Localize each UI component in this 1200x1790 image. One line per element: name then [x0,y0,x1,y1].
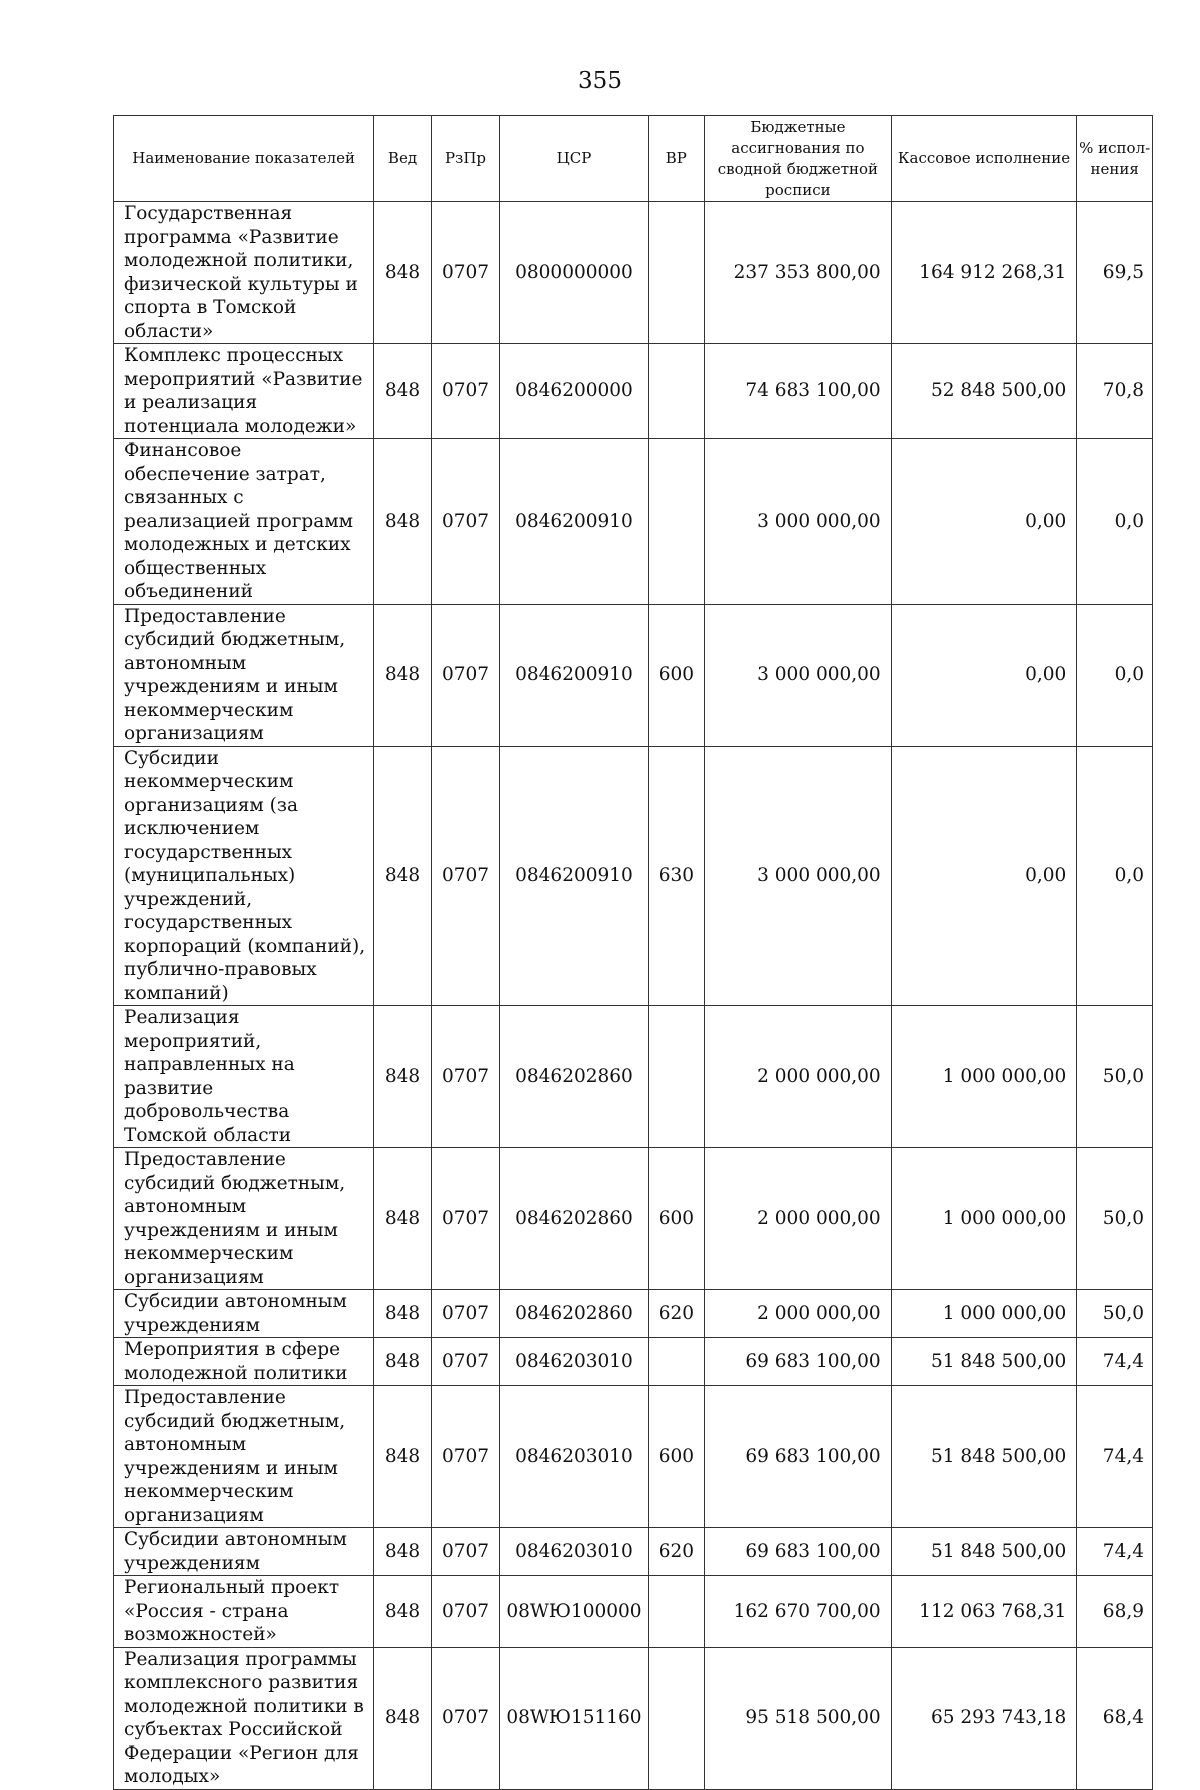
cell-ved: 848 [374,746,431,1006]
header-name: Наименование показателей [114,116,374,202]
cell-ved: 848 [374,604,431,746]
header-budget: Бюджетные ассигнования по сводной бюджетной росписи [705,116,892,202]
cell-ved: 848 [374,439,431,605]
cell-ved: 848 [374,1647,431,1789]
table-row [114,1528,1153,1576]
cell-ved: 848 [374,1386,431,1528]
cell-rzpr: 0707 [431,1338,500,1386]
cell-ved: 848 [374,1006,431,1148]
cell-vr: 620 [648,1290,704,1338]
cell-name: Предоставление субсидий бюджетным, автономным учреждениям и иным некоммерческим организациям [114,1148,374,1290]
cell-percent: 68,9 [1077,1576,1153,1648]
cell-name: Реализация мероприятий, направленных на развитие добровольчества Томской области [114,1006,374,1148]
cell-percent: 50,0 [1077,1290,1153,1338]
cell-ved: 848 [374,202,431,344]
cell-budget: 74 683 100,00 [705,344,892,439]
cell-vr: 600 [648,604,704,746]
cell-kassa: 1 000 000,00 [891,1148,1077,1290]
cell-vr: 600 [648,1386,704,1528]
cell-vr [648,1576,704,1648]
cell-kassa: 0,00 [891,604,1077,746]
cell-ved: 848 [374,1528,431,1576]
cell-csr: 0846200910 [500,604,648,746]
cell-vr: 600 [648,1148,704,1290]
cell-rzpr: 0707 [431,1528,500,1576]
cell-ved: 848 [374,1290,431,1338]
table-header-row [114,116,1153,202]
header-percent: % испол-нения [1077,116,1153,202]
cell-csr: 0846202860 [500,1148,648,1290]
header-vr: ВР [648,116,704,202]
cell-budget: 69 683 100,00 [705,1386,892,1528]
table-row [114,1338,1153,1386]
cell-name: Комплекс процессных мероприятий «Развитие и реализация потенциала молодежи» [114,344,374,439]
cell-kassa: 52 848 500,00 [891,344,1077,439]
cell-budget: 3 000 000,00 [705,439,892,605]
cell-budget: 3 000 000,00 [705,604,892,746]
cell-kassa: 112 063 768,31 [891,1576,1077,1648]
cell-ved: 848 [374,1148,431,1290]
cell-rzpr: 0707 [431,1576,500,1648]
cell-rzpr: 0707 [431,202,500,344]
cell-percent: 0,0 [1077,604,1153,746]
cell-csr: 0846200000 [500,344,648,439]
cell-rzpr: 0707 [431,746,500,1006]
table-row [114,202,1153,344]
cell-percent: 70,8 [1077,344,1153,439]
cell-vr [648,1006,704,1148]
header-ved: Вед [374,116,431,202]
cell-name: Мероприятия в сфере молодежной политики [114,1338,374,1386]
cell-percent: 0,0 [1077,746,1153,1006]
cell-csr: 0846200910 [500,746,648,1006]
cell-csr: 0846200910 [500,439,648,605]
cell-name: Субсидии некоммерческим организациям (за исключением государственных (муниципальных) учреждений, государственных корпораций (компаний), публично-правовых компаний) [114,746,374,1006]
cell-rzpr: 0707 [431,1386,500,1528]
cell-percent: 74,4 [1077,1528,1153,1576]
cell-ved: 848 [374,1338,431,1386]
cell-vr [648,344,704,439]
cell-vr [648,1338,704,1386]
table-row [114,439,1153,605]
cell-rzpr: 0707 [431,604,500,746]
cell-percent: 0,0 [1077,439,1153,605]
cell-budget: 3 000 000,00 [705,746,892,1006]
cell-csr: 0800000000 [500,202,648,344]
header-csr: ЦСР [500,116,648,202]
cell-vr [648,202,704,344]
cell-csr: 0846202860 [500,1290,648,1338]
cell-budget: 162 670 700,00 [705,1576,892,1648]
table-row [114,1148,1153,1290]
cell-budget: 95 518 500,00 [705,1647,892,1789]
cell-ved: 848 [374,344,431,439]
cell-budget: 237 353 800,00 [705,202,892,344]
cell-name: Предоставление субсидий бюджетным, автономным учреждениям и иным некоммерческим организациям [114,604,374,746]
cell-kassa: 164 912 268,31 [891,202,1077,344]
cell-name: Региональный проект «Россия - страна возможностей» [114,1576,374,1648]
table-row [114,604,1153,746]
cell-percent: 74,4 [1077,1338,1153,1386]
cell-vr: 630 [648,746,704,1006]
table-row [114,344,1153,439]
table-row [114,746,1153,1006]
header-kassa: Кассовое исполнение [891,116,1077,202]
budget-table [113,115,1153,1790]
cell-name: Государственная программа «Развитие молодежной политики, физической культуры и спорта в Томской области» [114,202,374,344]
header-rzpr: РзПр [431,116,500,202]
cell-name: Реализация программы комплексного развития молодежной политики в субъектах Российской Федерации «Регион для молодых» [114,1647,374,1789]
cell-budget: 2 000 000,00 [705,1148,892,1290]
page-number: 355 [578,68,622,94]
cell-vr [648,1647,704,1789]
cell-name: Субсидии автономным учреждениям [114,1290,374,1338]
cell-csr: 0846202860 [500,1006,648,1148]
cell-csr: 08WЮ151160 [500,1647,648,1789]
cell-vr [648,439,704,605]
cell-budget: 2 000 000,00 [705,1006,892,1148]
cell-rzpr: 0707 [431,439,500,605]
cell-percent: 74,4 [1077,1386,1153,1528]
cell-budget: 69 683 100,00 [705,1528,892,1576]
cell-kassa: 65 293 743,18 [891,1647,1077,1789]
cell-csr: 08WЮ100000 [500,1576,648,1648]
cell-kassa: 0,00 [891,439,1077,605]
cell-csr: 0846203010 [500,1338,648,1386]
cell-kassa: 51 848 500,00 [891,1386,1077,1528]
cell-rzpr: 0707 [431,344,500,439]
table-row [114,1290,1153,1338]
cell-csr: 0846203010 [500,1528,648,1576]
table-row [114,1576,1153,1648]
cell-name: Финансовое обеспечение затрат, связанных с реализацией программ молодежных и детских общественных объединений [114,439,374,605]
cell-percent: 68,4 [1077,1647,1153,1789]
cell-percent: 50,0 [1077,1148,1153,1290]
cell-name: Предоставление субсидий бюджетным, автономным учреждениям и иным некоммерческим организациям [114,1386,374,1528]
table-row [114,1647,1153,1789]
cell-rzpr: 0707 [431,1290,500,1338]
table-row [114,1006,1153,1148]
cell-percent: 50,0 [1077,1006,1153,1148]
cell-percent: 69,5 [1077,202,1153,344]
cell-kassa: 51 848 500,00 [891,1338,1077,1386]
cell-kassa: 0,00 [891,746,1077,1006]
cell-kassa: 1 000 000,00 [891,1290,1077,1338]
cell-kassa: 51 848 500,00 [891,1528,1077,1576]
cell-budget: 69 683 100,00 [705,1338,892,1386]
cell-rzpr: 0707 [431,1006,500,1148]
cell-ved: 848 [374,1576,431,1648]
table-row [114,1386,1153,1528]
cell-rzpr: 0707 [431,1647,500,1789]
cell-name: Субсидии автономным учреждениям [114,1528,374,1576]
cell-vr: 620 [648,1528,704,1576]
cell-csr: 0846203010 [500,1386,648,1528]
cell-rzpr: 0707 [431,1148,500,1290]
cell-kassa: 1 000 000,00 [891,1006,1077,1148]
cell-budget: 2 000 000,00 [705,1290,892,1338]
